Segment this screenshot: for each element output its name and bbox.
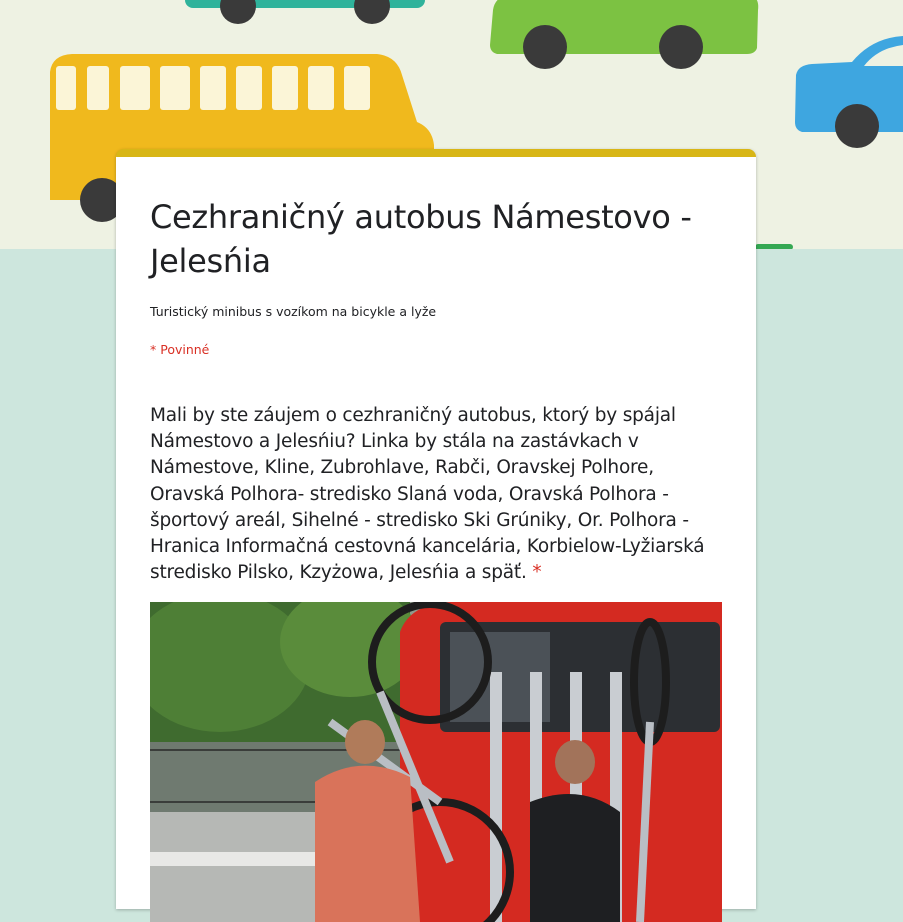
bus-bike-rack-photo [150, 602, 722, 922]
required-note: * Povinné [150, 342, 210, 357]
question-image [150, 602, 722, 922]
form-title: Cezhraničný autobus Námestovo - Jelesńia [150, 198, 692, 280]
question-title [150, 403, 730, 586]
teal-car-illustration [180, 0, 430, 30]
form-description: Turistický minibus s vozíkom na bicykle a lyže [150, 304, 437, 319]
question-text: Mali by ste záujem o cezhraničný autobus, ktorý by spájal Námestovo a Jelesńiu? Linka by stála na zastávkach v Námestove, Kline, Zubrohlave, Rabči, Oravskej Polhore, Oravská Polhora- stredisko Slaná voda, Oravská Polhora - športový areál, Sihelné - stredisko Ski Grúniky, Or. Polhora - Hranica Informačná cestovná kancelária, Korbielow-Lyžiarská stredisko Pilsko, Kzyżowa, Jelesńia a späť. [150, 405, 705, 584]
blue-car-illustration [792, 30, 903, 155]
green-car-illustration [485, 0, 765, 75]
form-header-card [116, 149, 756, 909]
green-vehicle-edge-illustration [755, 242, 795, 249]
required-asterisk: * [532, 562, 542, 584]
